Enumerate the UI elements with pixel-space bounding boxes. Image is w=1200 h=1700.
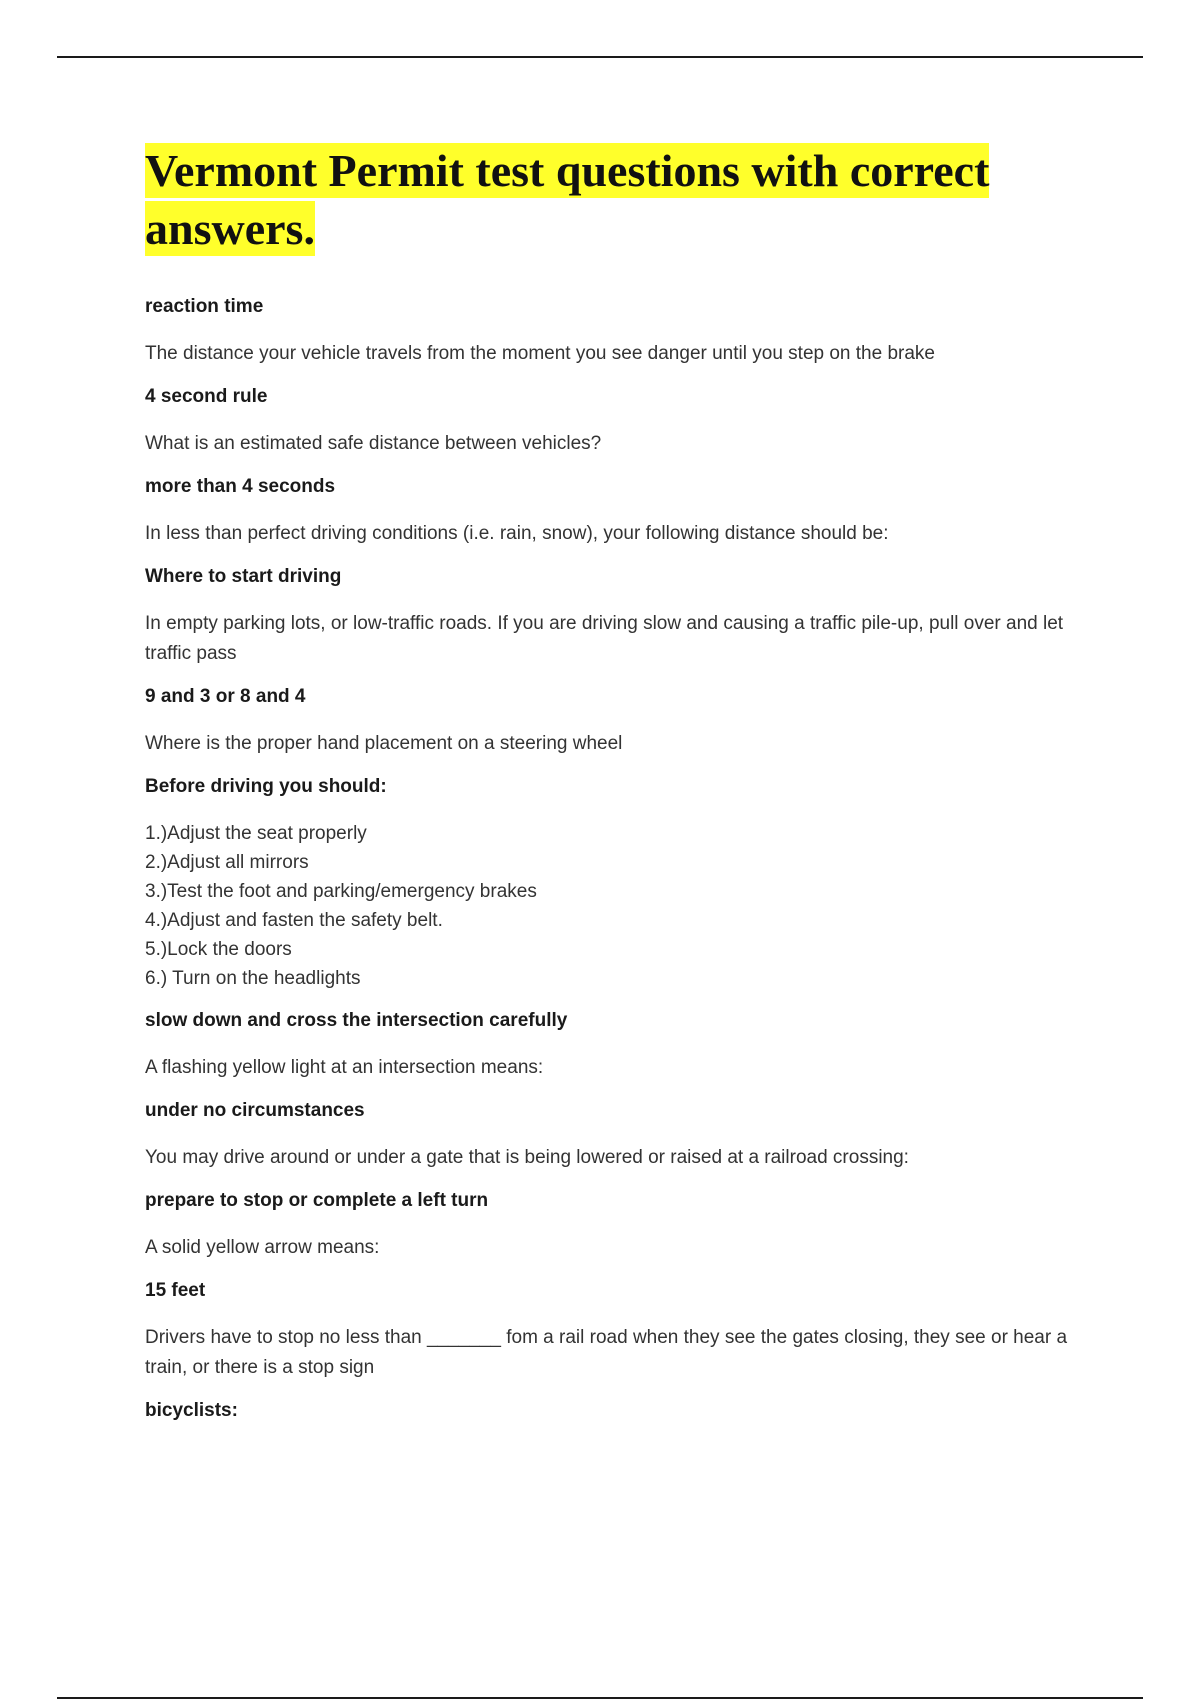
- qa-term: bicyclists:: [145, 1400, 238, 1421]
- qa-term: 9 and 3 or 8 and 4: [145, 686, 306, 707]
- qa-item: [145, 294, 1080, 369]
- qa-term: 15 feet: [145, 1280, 206, 1301]
- qa-term: slow down and cross the intersection carefully: [145, 1010, 568, 1031]
- qa-step-item: 5.)Lock the doors: [145, 939, 292, 960]
- qa-step-item: 6.) Turn on the headlights: [145, 968, 361, 989]
- qa-term: 4 second rule: [145, 386, 268, 407]
- qa-term: Before driving you should:: [145, 776, 387, 797]
- qa-definition: In less than perfect driving conditions (i.e. rain, snow), your following distance should be:: [145, 523, 889, 544]
- qa-step-item: 1.)Adjust the seat properly: [145, 823, 367, 844]
- qa-item: [145, 1008, 1080, 1083]
- top-rule: [57, 56, 1143, 58]
- qa-definition: Where is the proper hand placement on a steering wheel: [145, 733, 623, 754]
- qa-step-item: 3.)Test the foot and parking/emergency brakes: [145, 881, 537, 902]
- qa-definition: Drivers have to stop no less than _______ fom a rail road when they see the gates closing, they see or hear a train, or there is a stop sign: [145, 1327, 1068, 1378]
- qa-definition: In empty parking lots, or low-traffic roads. If you are driving slow and causing a traffic pile-up, pull over and let traffic pass: [145, 613, 1064, 664]
- qa-item: [145, 1398, 1080, 1424]
- qa-item: [145, 384, 1080, 459]
- qa-term: Where to start driving: [145, 566, 342, 587]
- qa-term: more than 4 seconds: [145, 476, 336, 497]
- title-highlight: Vermont Permit test questions with correct answers.: [145, 145, 990, 254]
- qa-step-item: 2.)Adjust all mirrors: [145, 852, 309, 873]
- qa-step-item: 4.)Adjust and fasten the safety belt.: [145, 910, 443, 931]
- qa-item: [145, 1278, 1080, 1383]
- qa-definition: A solid yellow arrow means:: [145, 1237, 380, 1258]
- qa-step-list: [145, 819, 1080, 993]
- qa-term: under no circumstances: [145, 1100, 365, 1121]
- qa-item: [145, 474, 1080, 549]
- document-title: [145, 142, 1080, 258]
- qa-item: [145, 774, 1080, 993]
- qa-term: reaction time: [145, 296, 264, 317]
- document-body: [145, 142, 1080, 1443]
- qa-definition: A flashing yellow light at an intersection means:: [145, 1057, 544, 1078]
- qa-term: prepare to stop or complete a left turn: [145, 1190, 489, 1211]
- qa-definition: The distance your vehicle travels from the moment you see danger until you step on the brake: [145, 343, 935, 364]
- qa-item: [145, 1188, 1080, 1263]
- qa-item: [145, 564, 1080, 669]
- qa-definition: You may drive around or under a gate that is being lowered or raised at a railroad crossing:: [145, 1147, 909, 1168]
- qa-list: [145, 294, 1080, 1424]
- qa-item: [145, 1098, 1080, 1173]
- qa-item: [145, 684, 1080, 759]
- bottom-rule: [57, 1697, 1143, 1699]
- qa-definition: What is an estimated safe distance between vehicles?: [145, 433, 602, 454]
